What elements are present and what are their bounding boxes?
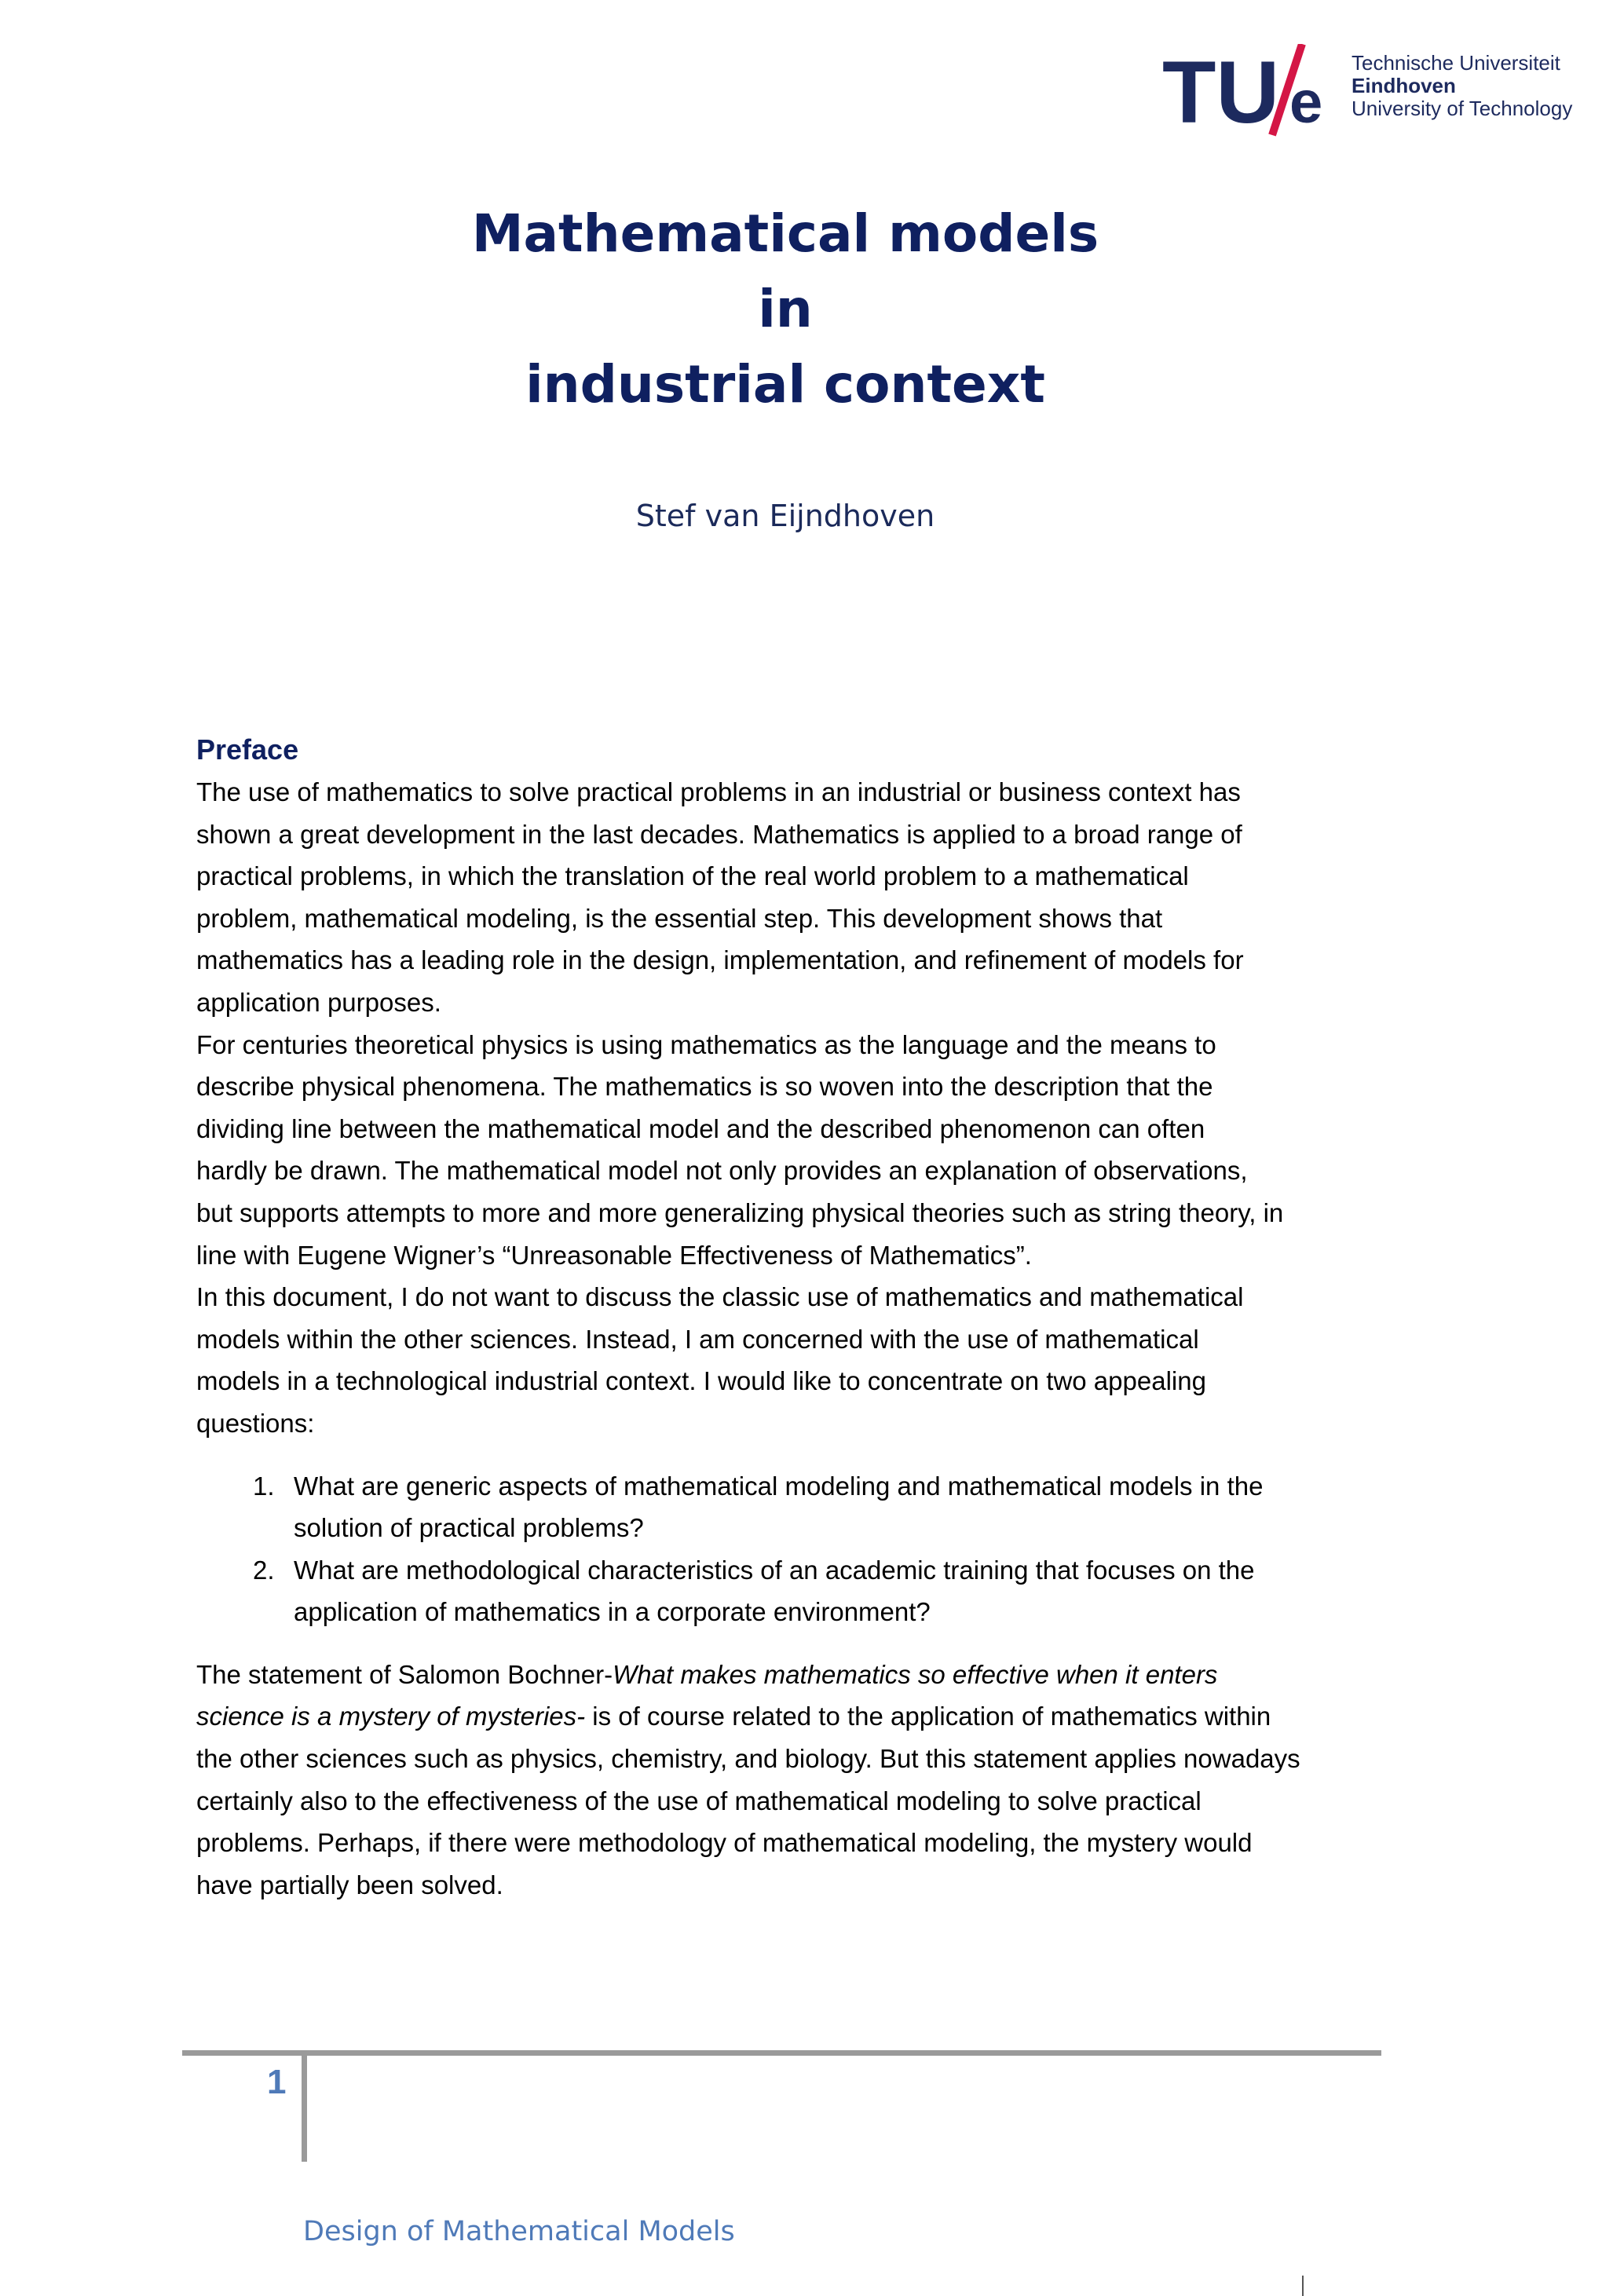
- list-item-line: solution of practical problems?: [294, 1513, 644, 1543]
- page-number: 1: [267, 2063, 287, 2101]
- text-run: The statement of Salomon Bochner-: [196, 1659, 613, 1689]
- paragraph-line: the other sciences such as physics, chemistry, and biology. But this statement applies nowadays: [196, 1744, 1300, 1774]
- paragraph-line: models in a technological industrial context. I would like to concentrate on two appealing: [196, 1366, 1206, 1396]
- paragraph-line: have partially been solved.: [196, 1870, 503, 1899]
- logo-line-3: University of Technology: [1352, 97, 1573, 120]
- paragraph-line: In this document, I do not want to discuss the classic use of mathematics and mathematical: [196, 1282, 1244, 1312]
- paragraph-line: models within the other sciences. Instead, I am concerned with the use of mathematical: [196, 1324, 1199, 1354]
- list-item: [196, 1465, 1374, 1549]
- svg-text:TU: TU: [1162, 44, 1280, 137]
- title-line-1: Mathematical models: [471, 203, 1099, 264]
- paragraph-line: [196, 1695, 1374, 1738]
- preface-section: [196, 729, 1374, 1906]
- paragraph-line: For centuries theoretical physics is using mathematics as the language and the means to: [196, 1029, 1216, 1059]
- footer-divider: [182, 2050, 1381, 2056]
- logo-wordmark: [1352, 52, 1572, 120]
- document-title: [0, 196, 1571, 422]
- paragraph-line: [196, 1654, 1374, 1696]
- footer-vertical-divider: [302, 2055, 307, 2162]
- paragraph-line: questions:: [196, 1408, 315, 1438]
- list-item-line: What are generic aspects of mathematical modeling and mathematical models in the: [294, 1471, 1264, 1501]
- author-name: Stef van Eijndhoven: [635, 499, 935, 533]
- paragraph-line: application purposes.: [196, 987, 441, 1017]
- paragraph-line: shown a great development in the last decades. Mathematics is applied to a broad range of: [196, 819, 1242, 849]
- list-item: [196, 1549, 1374, 1633]
- footer-tick-mark: [1302, 2276, 1304, 2296]
- list-item-number: 1.: [253, 1471, 275, 1501]
- paragraph-line: certainly also to the effectiveness of the use of mathematical modeling to solve practical: [196, 1786, 1202, 1815]
- paragraph-line: hardly be drawn. The mathematical model not only provides an explanation of observations,: [196, 1156, 1248, 1186]
- section-heading: Preface: [196, 733, 299, 766]
- italic-quote: What makes mathematics so effective when it enters: [613, 1659, 1218, 1689]
- paragraph-line: line with Eugene Wigner’s “Unreasonable Effectiveness of Mathematics”.: [196, 1240, 1032, 1270]
- logo-line-1: Technische Universiteit: [1352, 51, 1560, 75]
- footer-title: Design of Mathematical Models: [303, 2216, 735, 2247]
- title-line-2: in: [758, 279, 813, 339]
- title-line-3: industrial context: [525, 354, 1045, 415]
- paragraph-line: but supports attempts to more and more generalizing physical theories such as string theory, in: [196, 1197, 1284, 1227]
- logo-line-2: Eindhoven: [1352, 74, 1456, 97]
- paragraph-line: The use of mathematics to solve practical problems in an industrial or business context has: [196, 777, 1241, 806]
- tue-logo-mark: [1162, 44, 1344, 137]
- paragraph-line: problems. Perhaps, if there were methodology of mathematical modeling, the mystery would: [196, 1828, 1253, 1858]
- svg-text:e: e: [1289, 69, 1323, 136]
- paragraph-line: mathematics has a leading role in the design, implementation, and refinement of models for: [196, 945, 1244, 975]
- paragraph-line: dividing line between the mathematical model and the described phenomenon can often: [196, 1113, 1205, 1143]
- list-item-number: 2.: [253, 1555, 275, 1585]
- university-logo: [1162, 44, 1602, 137]
- text-run: is of course related to the application of mathematics within: [585, 1702, 1271, 1731]
- list-item-line: application of mathematics in a corporate environment?: [294, 1597, 931, 1627]
- paragraph-line: describe physical phenomena. The mathematics is so woven into the description that the: [196, 1072, 1213, 1102]
- paragraph-line: practical problems, in which the translation of the real world problem to a mathematical: [196, 861, 1189, 891]
- italic-quote: science is a mystery of mysteries-: [196, 1702, 586, 1731]
- numbered-list: [196, 1465, 1374, 1633]
- list-item-line: What are methodological characteristics of an academic training that focuses on the: [294, 1555, 1255, 1585]
- paragraph-line: problem, mathematical modeling, is the essential step. This development shows that: [196, 903, 1163, 933]
